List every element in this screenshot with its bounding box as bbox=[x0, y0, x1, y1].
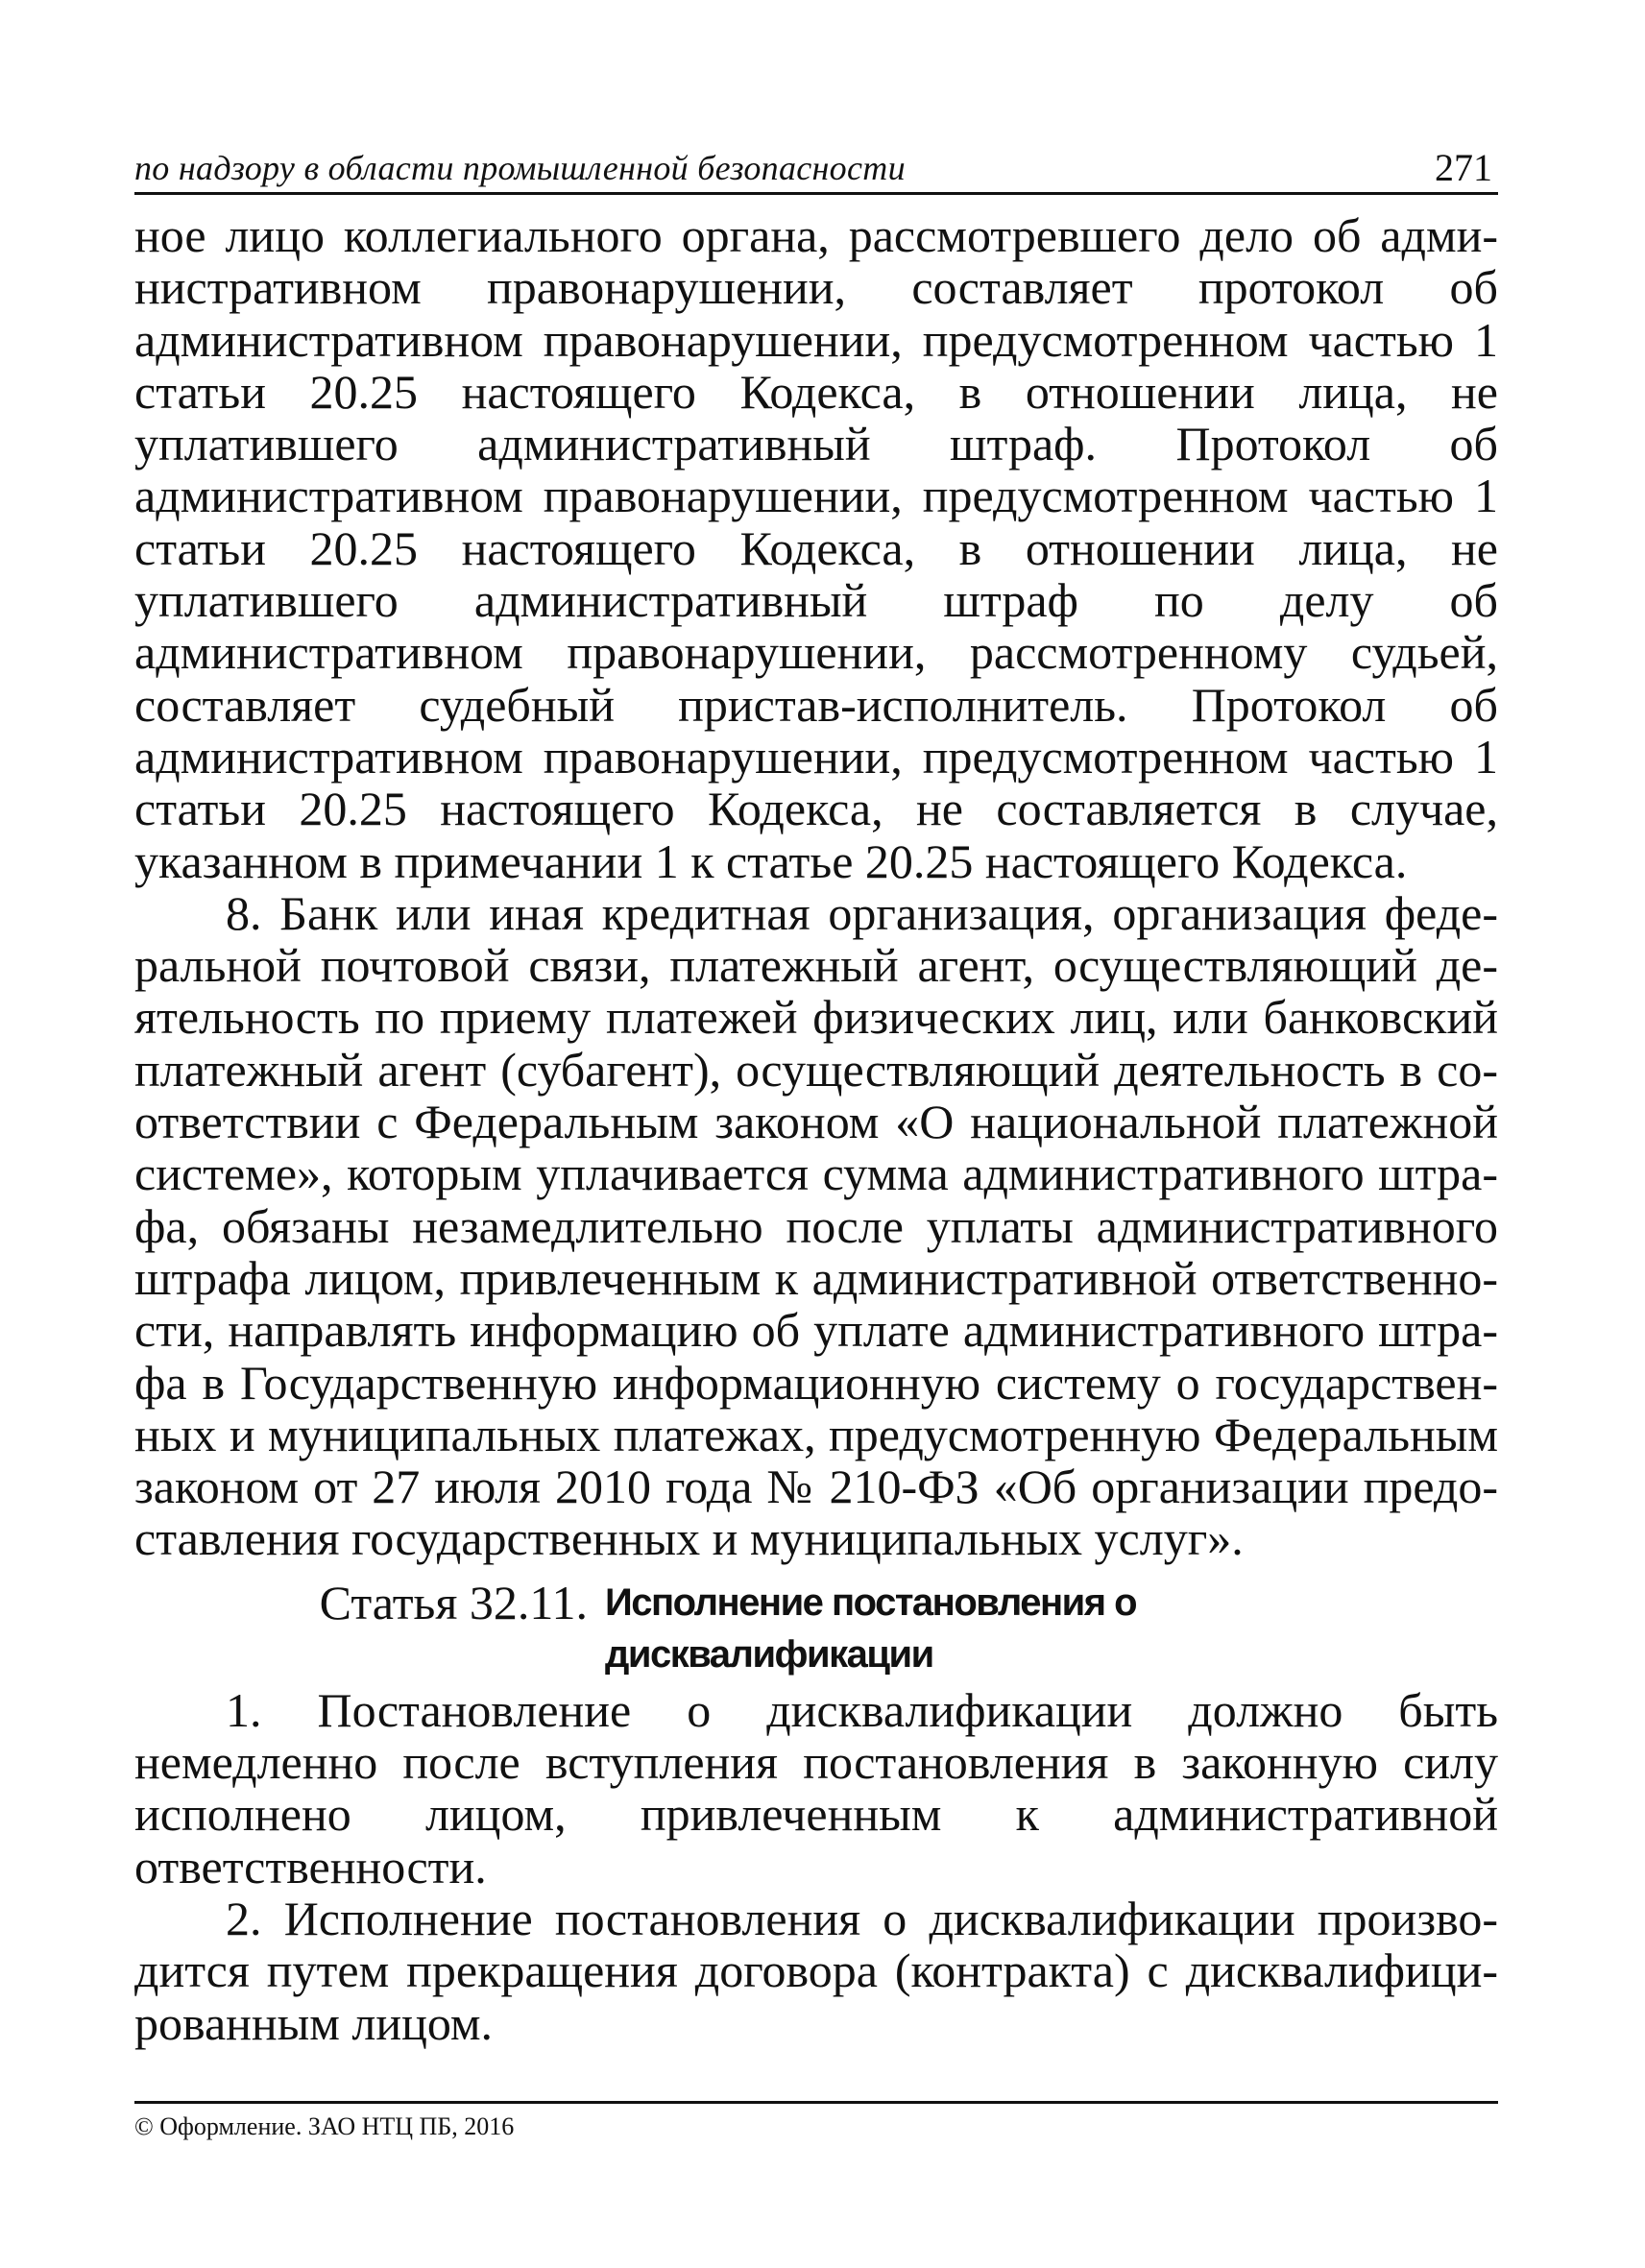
article-heading bbox=[134, 1577, 1498, 1680]
paragraph-continued: ное лицо коллегиального органа, рассмотревшего дело об административном правонарушении, составляет протокол об административном правонарушении, предусмотренном частью 1 статьи 20.25 настоящего Кодекса, в отношении лица, не уплатившего административный штраф. Протокол об административном правонарушении, предусмотренном частью 1 статьи 20.25 настоящего Кодекса, в отношении лица, не уплатившего административный штраф по делу об административном правонарушении, рассмотренному судьей, составляет судебный пристав-исполнитель. Протокол об административном правонарушении, предусмотренном частью 1 статьи 20.25 настоящего Кодекса, не составляется в случае, указанном в примечании 1 к статье 20.25 настоящего Кодекса. bbox=[134, 208, 1498, 888]
footer-rule bbox=[134, 2101, 1498, 2104]
running-header bbox=[134, 144, 1498, 195]
page-number: 271 bbox=[1435, 146, 1492, 189]
paragraph-1: 1. Постановление о дисквалификации должно быть немедленно после вступления постановления в законную силу исполнено лицом, привлеченным к административной ответственности. bbox=[134, 1682, 1498, 1894]
paragraph-2: 2. Исполнение постановления о дисквалификации производится путем прекращения договора (контракта) с дисквалифицированным лицом. bbox=[134, 1891, 1498, 2050]
paragraph-8: 8. Банк или иная кредитная организация, организация федеральной почтовой связи, платежный агент, осуществляющий деятельность по приему платежей физических лиц, или банковский платежный агент (субагент), осуществляющий деятельность в соответствии с Федеральным законом «О национальной платежной системе», которым уплачивается сумма административного штрафа, обязаны незамедлительно после уплаты административного штрафа лицом, привлеченным к административной ответственности, направлять информацию об уплате административного штрафа в Государственную информационную систему о государственных и муниципальных платежах, предусмотренную Федеральным законом от 27 июля 2010 года № 210-ФЗ «Об организации предоставления государственных и муниципальных услуг». bbox=[134, 885, 1498, 1566]
footer-copyright: © Оформление. ЗАО НТЦ ПБ, 2016 bbox=[134, 2112, 515, 2140]
article-label: Статья 32.11. bbox=[319, 1575, 588, 1629]
body-text bbox=[134, 209, 1498, 2049]
running-title: по надзору в области промышленной безопасности bbox=[134, 149, 906, 187]
article-title: Исполнение постановления о дисквалификации bbox=[605, 1580, 1137, 1676]
